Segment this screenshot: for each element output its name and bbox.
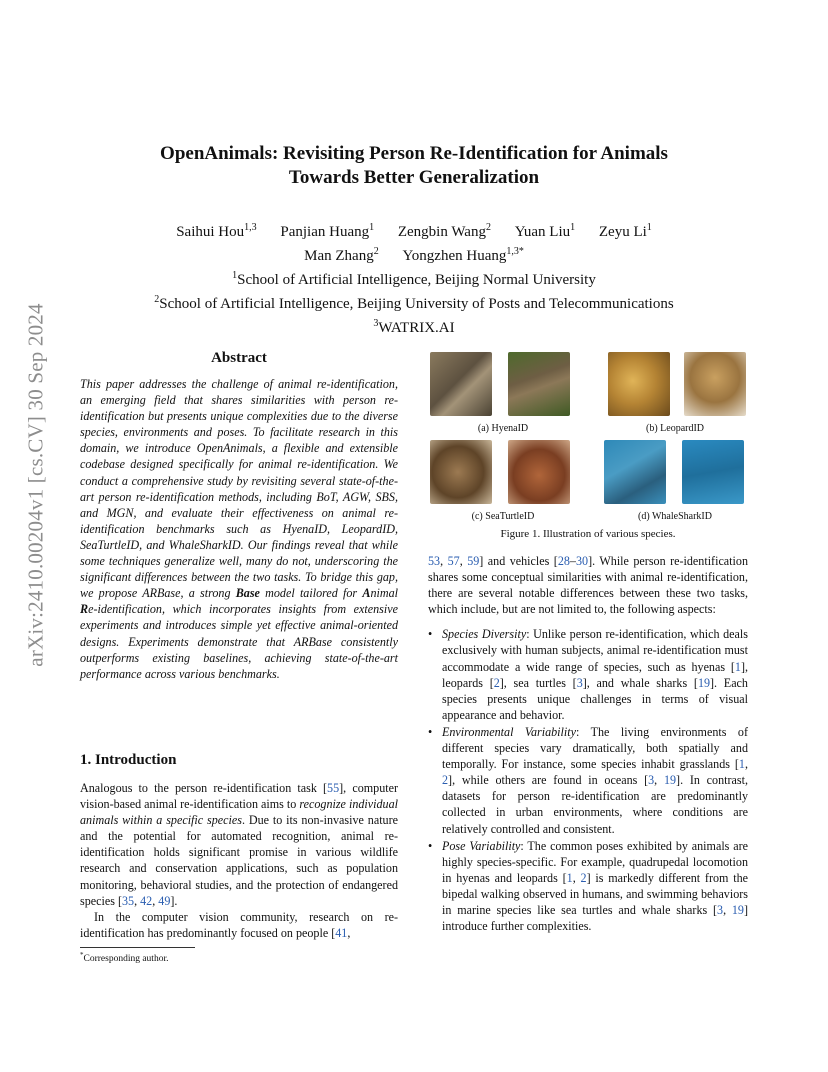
citation-link[interactable]: 53 [428,554,441,568]
citation-link[interactable]: 41 [335,925,348,940]
aspect-text: : The living environments of different species vary dramatically, both spatially and temporally. For instance, some species inhabit grasslands [ [442,724,748,772]
citation-link[interactable]: 35 [121,893,135,908]
introduction-body [80,780,398,941]
aspect-text: ], and whale sharks [ [582,675,698,690]
affiliation: $^3$WATRIX.AI [373,318,455,336]
author: Saihui Hou$^{1,3}$ [176,222,257,240]
footnote-rule [80,947,195,948]
citation-link[interactable]: 2 [580,870,587,885]
aspect-item [428,626,748,723]
aspect-text: , [744,757,748,772]
aspect-text: ] introduce further complexities. [442,902,748,934]
citation-link[interactable]: 19 [697,675,711,690]
author-line-2 [90,242,738,266]
arxiv-id: arXiv:2410.00204v1 [cs.CV] 30 Sep 2024 [23,303,48,667]
hyena-photo-1 [430,352,492,416]
aspect-text: ], while others are found in oceans [ [448,773,649,788]
whaleshark-photo-1 [604,440,666,504]
author: Yuan Liu$^1$ [514,222,576,240]
citation-link[interactable]: 57 [447,554,460,568]
figure-caption: Figure 1. Illustration of various species. [500,528,676,540]
citation-link[interactable]: 3 [717,902,724,917]
aspect-item [428,838,748,935]
citation-link[interactable]: 2 [442,773,449,788]
figure-subcaption: (c) SeaTurtleID [471,511,535,522]
aspect-text: : The common poses exhibited by animals are highly species-specific. For example, quadrupedal locomotion in hyenas and leopards [ [442,838,748,885]
aspect-text: , [723,902,732,917]
arxiv-stamp [24,290,48,680]
footnote: *Corresponding author. [80,951,169,965]
whaleshark-photo-2 [682,440,744,504]
citation-link[interactable]: 42 [140,893,153,908]
aspect-text: ] is markedly different from the bipedal walking observed in humans, and swimming behaviors in marine species like sea turtles and whale sharks [ [442,870,749,917]
paragraph: Analogous to the person re-identification task [55], computer vision-based animal re-identification aims to recognize individual animals within a specific species. Due to its non-invasive nature and the potential for automated recognition, animal re-identification holds significant promise in various wildlife research and conservation applications, such as population monitoring, behavioral studies, and the protection of endangered species [35, 42, 49]. [80,781,399,908]
aspect-title: Species Diversity [442,627,527,642]
author: Zengbin Wang$^2$ [397,222,491,240]
aspect-text: ], sea turtles [ [499,675,577,690]
leopard-photo-1 [608,352,670,416]
citation-link[interactable]: 1 [566,870,573,885]
section-heading-introduction: 1. Introduction [80,752,177,768]
right-column-body [428,553,748,935]
citation-link[interactable]: 59 [467,554,480,568]
citation-link[interactable]: 19 [663,773,677,788]
paper-title [90,142,738,190]
citation-link[interactable]: 1 [738,757,745,772]
author: Yongzhen Huang$^{1,3*}$ [402,246,524,264]
aspect-text: : Unlike person re-identification, which deals exclusively with human subjects, animal re-identification must accommodate a wide range of species, such as hyenas [ [442,627,748,674]
citation-link[interactable]: 19 [731,902,744,917]
citation-link[interactable]: 3 [576,675,583,690]
citation-link[interactable]: 3 [648,773,655,788]
citation-link[interactable]: 30 [575,554,589,568]
author: Man Zhang$^2$ [304,246,379,264]
title-line-2: Towards Better Generalization [288,167,540,188]
figure-subcaption: (a) HyenaID [477,423,529,434]
citation-link[interactable]: 28 [557,554,570,568]
abstract-heading: Abstract [211,350,267,366]
aspect-text: , [572,870,581,885]
aspect-text: , [654,773,664,788]
citation-link[interactable]: 55 [327,781,340,795]
author-line-1 [90,218,738,242]
aspect-text: ]. Each species presents unique challenges in terms of visual appearance and behavior. [442,675,748,722]
author-block [90,218,738,338]
hyena-photo-2 [508,352,570,416]
affiliation: $^2$School of Artificial Intelligence, Beijing University of Posts and Telecommunications [154,294,674,312]
aspect-title: Environmental Variability [442,724,576,739]
citation-link[interactable]: 2 [493,675,500,690]
affiliation: $^1$School of Artificial Intelligence, Beijing Normal University [232,270,596,288]
aspect-text: ]. In contrast, datasets for person re-identification are predominantly collected in urban environments, where conditions are relatively controlled and consistent. [442,773,748,836]
citation-link[interactable]: 49 [158,893,171,908]
figure-subcaption: (b) LeopardID [645,423,705,434]
figure-subcaption: (d) WhaleSharkID [638,511,712,522]
aspect-list [428,626,748,934]
seaturtle-photo-1 [430,440,492,504]
citation-link[interactable]: 1 [734,659,741,674]
leopard-photo-2 [684,352,746,416]
abstract-body: This paper addresses the challenge of animal re-identification, an emerging field that shares similarities with person re-identification but presents unique complexities due to the diverse species, environments and poses. To facilitate research in this domain, we introduce OpenAnimals, a flexible and extensible codebase designed specifically for animal re-identification. We conduct a comprehensive study by revisiting several state-of-the-art person re-identification methods, including BoT, AGW, SBS, and MGN, and evaluate their effectiveness on animal re-identification benchmarks such as HyenaID, LeopardID, SeaTurtleID, and WhaleSharkID. Our findings reveal that while some techniques generalize well, many do not, underscoring the significant differences between the two tasks. To bridge this gap, we propose ARBase, a strong Base model tailored for Animal Re-identification, which incorporates insights from extensive experiments and introduces simple yet effective animal-oriented designs. Experiments demonstrate that ARBase consistently outperforms existing baselines, achieving state-of-the-art performance across various benchmarks. [80,377,399,681]
paragraph: In the computer vision community, research on re-identification has predominantly focused on people [41, [80,909,398,940]
aspect-title: Pose Variability [442,838,521,853]
title-line-1: OpenAnimals: Revisiting Person Re-Identification for Animals [160,143,668,164]
aspect-text: ], leopards [ [442,659,748,690]
aspect-item [428,724,748,837]
paragraph: 53, 57, 59] and vehicles [28–30]. While person re-identification shares some conceptual similarities with animal re-identification, there are several notable differences between these two tasks, which include, but are not limited to, the following aspects: [428,554,748,617]
seaturtle-photo-2 [508,440,570,504]
author: Zeyu Li$^1$ [598,222,652,240]
author: Panjian Huang$^1$ [280,222,375,240]
